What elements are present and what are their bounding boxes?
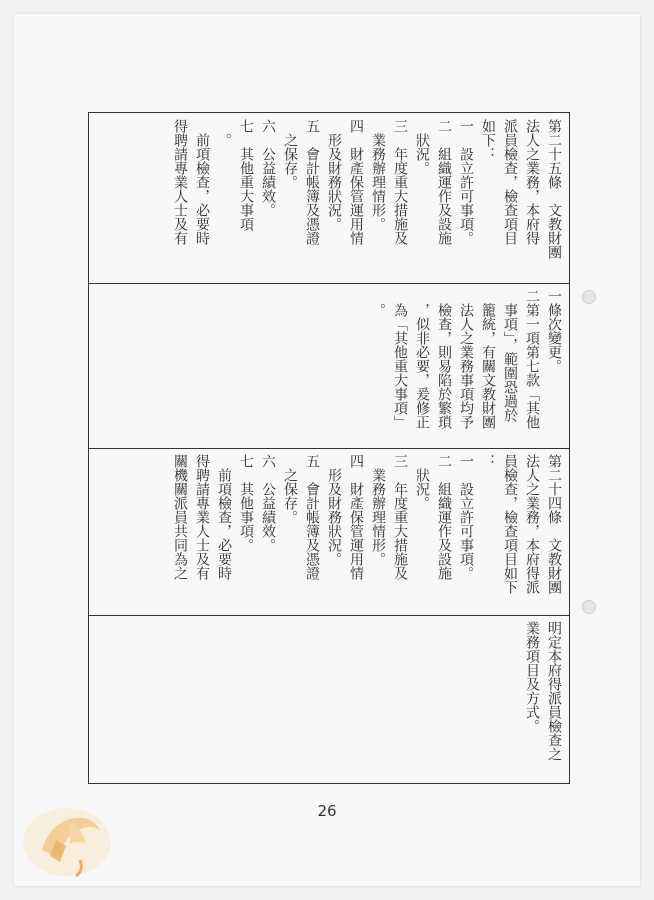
text-column: 形及財務狀況。: [326, 133, 342, 231]
note-column: 二第一項第七款「其他: [524, 289, 540, 429]
text-column: 四 財產保管運用情: [348, 119, 364, 245]
binder-hole-bottom: [582, 600, 596, 614]
text-column: 一 設立許可事項。: [458, 119, 474, 245]
text-column: 之保存。: [282, 133, 298, 189]
comparison-table: [88, 112, 570, 784]
text-column: 前項檢查，必要時: [216, 468, 232, 580]
text-column: 得聘請專業人士及有: [194, 454, 210, 580]
text-column: 六 公益績效。: [260, 119, 276, 217]
text-column: 一 設立許可事項。: [458, 454, 474, 580]
text-column: ：: [480, 454, 496, 468]
text-column: 前項檢查，必要時: [194, 133, 210, 245]
text-column: 法人之業務，本府得派: [524, 454, 540, 594]
note-column: ，似非必要，爰修正: [414, 303, 430, 429]
text-column: 之保存。: [282, 468, 298, 524]
text-column: 第二十五條 文教財團: [546, 119, 562, 259]
text-column: 三 年度重大措施及: [392, 119, 408, 245]
amendment-note-text: [95, 289, 563, 442]
text-column: 如下：: [480, 119, 496, 161]
text-column: 二 組織運作及設施: [436, 119, 452, 245]
text-column: 狀況。: [414, 133, 430, 175]
amended-article-cell: [89, 113, 569, 283]
binder-hole-top: [582, 290, 596, 304]
text-column: 形及財務狀況。: [326, 468, 342, 566]
text-column: 得聘請專業人士及有: [172, 119, 188, 245]
text-column: 七 其他重大事項: [238, 119, 254, 231]
text-column: 四 財產保管運用情: [348, 454, 364, 580]
note-column: 一條次變更。: [546, 289, 562, 373]
original-note-cell: [89, 615, 569, 785]
text-column: 業務辦理情形。: [370, 468, 386, 566]
note-column: 法人之業務事項均予: [458, 303, 474, 429]
text-column: 第二十四條 文教財團: [546, 454, 562, 594]
amendment-note-cell: [89, 283, 569, 448]
note-column: 明定本府得派員檢查之: [546, 621, 562, 761]
note-column: 。: [370, 303, 386, 317]
note-column: 檢查，則易陷於繁瑣: [436, 303, 452, 429]
library-watermark-icon: [20, 800, 115, 880]
text-column: 員檢查，檢查項目如下: [502, 454, 518, 594]
original-article-text: [95, 454, 563, 609]
note-column: 籠統，有關文教財團: [480, 303, 496, 429]
text-column: 三 年度重大措施及: [392, 454, 408, 580]
amended-article-text: [95, 119, 563, 277]
note-column: 業務項目及方式。: [524, 621, 540, 733]
note-column: 為「其他重大事項」: [392, 303, 408, 429]
text-column: 關機關派員共同為之: [172, 454, 188, 580]
text-column: 派員檢查，檢查項目: [502, 119, 518, 245]
original-note-text: [95, 621, 563, 779]
text-column: 五 會計帳簿及憑證: [304, 454, 320, 580]
note-column: 事項」，範圍恐過於: [502, 303, 518, 422]
text-column: 七 其他事項。: [238, 454, 254, 552]
text-column: 五 會計帳簿及憑證: [304, 119, 320, 245]
text-column: 法人之業務，本府得: [524, 119, 540, 245]
original-article-cell: [89, 448, 569, 615]
page-number: 26: [317, 802, 337, 820]
text-column: 狀況。: [414, 468, 430, 510]
text-column: 六 公益績效。: [260, 454, 276, 552]
text-column: 。: [216, 133, 232, 147]
text-column: 業務辦理情形。: [370, 133, 386, 231]
text-column: 二 組織運作及設施: [436, 454, 452, 580]
